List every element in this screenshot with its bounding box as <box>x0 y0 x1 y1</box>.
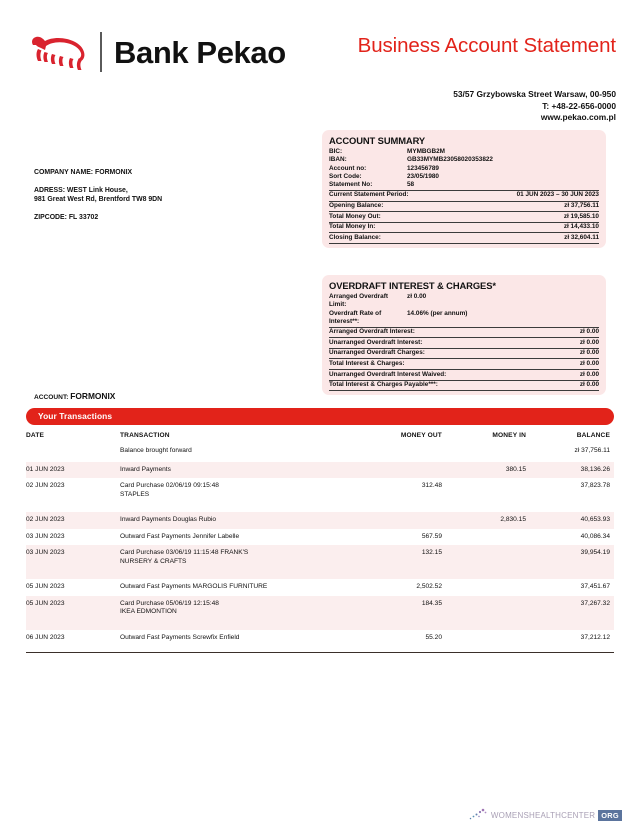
bank-address <box>453 89 616 124</box>
summary-row-key: IBAN: <box>329 156 347 164</box>
account-holder-name: FORMONIX <box>70 391 116 401</box>
transaction-desc-line-2: IKEA EDMONTION <box>120 608 177 615</box>
summary-row-value: 58 <box>407 181 415 189</box>
cell-balance: 39,954.19 <box>530 545 614 579</box>
document-title: Business Account Statement <box>357 34 616 57</box>
cell-balance: 37,267.32 <box>530 596 614 630</box>
cell-description: Balance brought forward <box>120 447 192 454</box>
account-holder-line <box>34 391 115 401</box>
summary-row-key: Overdraft Rate of Interest**: <box>329 309 382 325</box>
summary-row <box>329 181 599 189</box>
summary-row <box>329 148 599 156</box>
spacer <box>34 177 162 186</box>
summary-ruled-row-value: zł 37,756.11 <box>564 202 599 210</box>
cell-money-in <box>446 447 530 462</box>
summary-ruled-row <box>329 348 599 358</box>
cell-description <box>112 596 356 630</box>
summary-row <box>329 173 599 181</box>
watermark-text: WOMENSHEALTHCENTER <box>490 810 596 820</box>
company-name: COMPANY NAME: FORMONIX <box>34 169 133 176</box>
company-address-line-1: ADRESS: WEST Link House, <box>34 187 128 194</box>
brand-name: Bank Pekao <box>114 34 286 70</box>
summary-ruled-row-key: Arranged Overdraft Interest: <box>329 328 415 336</box>
cell-date: 06 JUN 2023 <box>26 633 65 641</box>
summary-ruled-row-key: Unarranged Overdraft Charges: <box>329 349 425 357</box>
summary-row-value: 23/05/1980 <box>407 172 439 180</box>
cell-money-out: 55.20 <box>425 633 442 641</box>
watermark <box>468 808 622 822</box>
table-header <box>26 432 614 447</box>
company-zipcode: ZIPCODE: FL 33702 <box>34 214 99 221</box>
table-row[interactable] <box>26 529 614 546</box>
transaction-desc-line-2: STAPLES <box>120 490 150 498</box>
transaction-desc-line-1: Card Purchase 02/06/19 09:15:48 <box>120 482 219 489</box>
summary-row-key: Statement No: <box>329 181 373 189</box>
summary-ruled-row <box>329 222 599 232</box>
cell-description <box>112 545 356 579</box>
table-row[interactable] <box>26 462 614 479</box>
account-summary-box <box>322 130 606 248</box>
summary-ruled-row-value: zł 14,433.10 <box>563 223 599 231</box>
overdraft-box <box>322 275 606 395</box>
summary-ruled-row <box>329 232 599 242</box>
summary-ruled-row-key: Unarranged Overdraft Interest Waived: <box>329 370 447 378</box>
summary-ruled-row <box>329 211 599 221</box>
account-summary-title: ACCOUNT SUMMARY <box>329 135 426 146</box>
cell-date: 05 JUN 2023 <box>26 596 112 630</box>
bank-address-website: www.pekao.com.pl <box>540 112 616 123</box>
table-row[interactable] <box>26 478 614 512</box>
watermark-badge: ORG <box>598 810 622 821</box>
cell-money-out <box>356 512 446 529</box>
summary-ruled-row <box>329 201 599 211</box>
cell-date: 01 JUN 2023 <box>26 462 112 479</box>
account-summary-plain-rows <box>329 148 599 189</box>
summary-row-key: Account no: <box>329 164 367 172</box>
cell-money-in <box>446 529 530 546</box>
cell-date: 02 JUN 2023 <box>26 512 112 529</box>
summary-row-key: BIC: <box>329 148 343 155</box>
summary-row-value: 14.06% (per annum) <box>407 309 468 317</box>
summary-ruled-row <box>329 380 599 390</box>
cell-date: 05 JUN 2023 <box>26 583 65 590</box>
cell-balance: 37,823.78 <box>580 482 610 489</box>
summary-row-key: Sort Code: <box>329 172 362 180</box>
cell-money-in <box>446 545 530 579</box>
account-label: ACCOUNT: <box>34 394 71 401</box>
cell-money-out <box>356 447 446 462</box>
col-date: DATE <box>26 432 45 439</box>
summary-row-value: 123456789 <box>407 164 439 172</box>
transaction-desc-line-2: NURSERY & CRAFTS <box>120 557 187 565</box>
overdraft-title: OVERDRAFT INTEREST & CHARGES* <box>329 280 496 291</box>
summary-ruled-row-value: 01 JUN 2023 – 30 JUN 2023 <box>516 191 599 199</box>
summary-row-key: Arranged Overdraft Limit: <box>329 293 388 309</box>
bank-address-phone: T: +48-22-656-0000 <box>542 100 616 111</box>
summary-ruled-row-key: Current Statement Period: <box>329 191 409 199</box>
cell-money-out: 132.15 <box>356 545 446 579</box>
summary-row <box>329 165 599 173</box>
table-end-rule <box>26 652 614 653</box>
cell-money-out: 2,502.52 <box>416 583 442 590</box>
summary-ruled-row-key: Unarranged Overdraft Interest: <box>329 338 423 346</box>
transaction-desc-line-1: Card Purchase 03/06/19 11:15:48 FRANK'S <box>120 549 249 556</box>
summary-ruled-row-key: Total Money Out: <box>329 212 381 220</box>
cell-money-in <box>446 630 530 647</box>
summary-bottom-rule <box>329 243 599 244</box>
cell-balance: 38,136.26 <box>530 462 614 479</box>
summary-row-value: GB33MYMB23058020353822 <box>407 156 493 164</box>
cell-balance: 40,086.34 <box>580 532 610 540</box>
brand-divider <box>100 32 102 72</box>
bank-address-line-1: 53/57 Grzybowska Street Warsaw, 00-950 <box>453 89 616 99</box>
table-row[interactable] <box>26 630 614 647</box>
summary-ruled-row <box>329 327 599 337</box>
summary-row <box>329 156 599 164</box>
summary-row-value: zł 0.00 <box>407 293 427 300</box>
dots-swoosh-icon <box>468 808 488 822</box>
summary-ruled-row <box>329 337 599 347</box>
cell-money-out <box>356 462 446 479</box>
bison-logo-icon <box>26 30 90 74</box>
col-money-in: MONEY IN <box>492 432 526 439</box>
cell-money-out: 567.59 <box>421 532 442 540</box>
summary-row-value: MYMBGB2M <box>407 148 445 155</box>
transaction-desc-line-1: Card Purchase 05/06/19 12:15:48 <box>120 599 219 607</box>
table-row[interactable] <box>26 579 614 596</box>
cell-balance: 37,212.12 <box>580 633 610 641</box>
cell-money-in: 380.15 <box>446 462 530 479</box>
cell-money-out: 184.35 <box>356 596 446 630</box>
cell-description: Outward Fast Payments MARGOLIS FURNITURE <box>120 583 268 590</box>
table-row[interactable] <box>26 596 614 630</box>
cell-description: Outward Fast Payments Jennifer Labelle <box>120 532 240 540</box>
cell-date <box>26 447 112 462</box>
spacer <box>34 204 162 213</box>
summary-ruled-row-value: zł 0.00 <box>579 381 599 389</box>
brand-lockup <box>26 27 286 77</box>
col-money-out: MONEY OUT <box>400 432 442 439</box>
overdraft-bottom-rule <box>329 390 599 391</box>
summary-ruled-row-value: zł 0.00 <box>579 338 599 346</box>
cell-balance: zł 37,756.11 <box>574 447 610 454</box>
account-summary-ruled-rows <box>329 190 599 242</box>
summary-row <box>329 310 599 327</box>
cell-money-out: 312.48 <box>421 482 442 489</box>
summary-ruled-row-key: Total Interest & Charges: <box>329 359 405 367</box>
summary-ruled-row-key: Opening Balance: <box>329 202 384 210</box>
table-body <box>26 447 614 646</box>
summary-ruled-row-value: zł 0.00 <box>579 328 599 336</box>
col-balance: BALANCE <box>576 432 610 439</box>
table-header-row <box>26 432 614 447</box>
summary-ruled-row <box>329 190 599 200</box>
summary-ruled-row <box>329 369 599 379</box>
col-transaction: TRANSACTION <box>120 432 170 439</box>
cell-money-in <box>446 478 530 512</box>
cell-description: Inward Payments Douglas Rubio <box>112 512 356 529</box>
cell-money-in: 2,830.15 <box>446 512 530 529</box>
table-row[interactable] <box>26 545 614 579</box>
transactions-banner: Your Transactions <box>26 408 614 425</box>
cell-date: 03 JUN 2023 <box>26 545 112 579</box>
summary-row <box>329 293 599 310</box>
page-header <box>0 0 640 82</box>
summary-ruled-row-key: Total Interest & Charges Payable***: <box>329 381 438 389</box>
cell-date: 03 JUN 2023 <box>26 532 65 540</box>
summary-ruled-row-value: zł 0.00 <box>579 359 599 367</box>
summary-ruled-row-key: Total Money In: <box>329 223 376 231</box>
overdraft-plain-rows <box>329 293 599 326</box>
cell-description: Outward Fast Payments Screwfix Enfield <box>120 633 240 641</box>
transactions-table <box>26 432 614 646</box>
cell-description <box>112 478 356 512</box>
summary-ruled-row-key: Closing Balance: <box>329 233 381 241</box>
company-address-line-2: 981 Great West Rd, Brentford TW8 9DN <box>34 196 163 203</box>
cell-money-in <box>446 596 530 630</box>
summary-ruled-row-value: zł 32,604.11 <box>564 233 599 241</box>
cell-balance: 37,451.67 <box>580 583 610 590</box>
overdraft-ruled-rows <box>329 327 599 390</box>
cell-balance: 40,653.93 <box>530 512 614 529</box>
table-row-brought-forward <box>26 447 614 462</box>
summary-ruled-row-value: zł 0.00 <box>579 370 599 378</box>
cell-money-in <box>446 579 530 596</box>
summary-ruled-row-value: zł 0.00 <box>579 349 599 357</box>
cell-description: Inward Payments <box>112 462 356 479</box>
cell-date: 02 JUN 2023 <box>26 482 65 489</box>
summary-ruled-row-value: zł 19,585.10 <box>563 212 599 220</box>
table-row[interactable] <box>26 512 614 529</box>
company-details <box>34 168 162 222</box>
summary-ruled-row <box>329 358 599 368</box>
